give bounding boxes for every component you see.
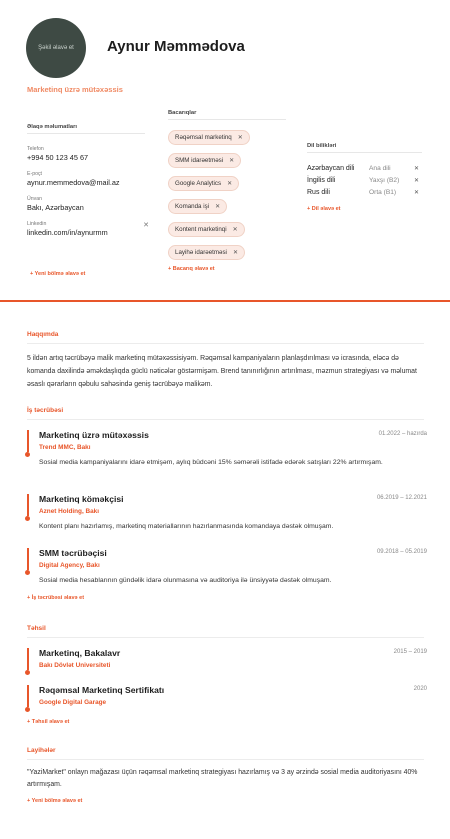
skill-chip[interactable] xyxy=(168,245,245,260)
remove-skill-icon[interactable]: ✕ xyxy=(229,158,235,164)
education-item-org[interactable]: Bakı Dövlət Universiteti xyxy=(39,662,111,669)
remove-linkedin-icon[interactable]: ✕ xyxy=(143,222,149,229)
timeline-dot xyxy=(25,516,30,521)
languages-section xyxy=(307,143,422,212)
education-item-date[interactable]: 2015 – 2019 xyxy=(393,649,427,655)
divider xyxy=(27,637,424,638)
timeline-dot xyxy=(25,570,30,575)
experience-item-title[interactable]: SMM təcrübəçisi xyxy=(39,548,107,558)
divider xyxy=(168,119,286,120)
skills-section-label: Bacarıqlar xyxy=(168,110,197,116)
remove-skill-icon[interactable]: ✕ xyxy=(215,204,221,210)
remove-language-icon[interactable]: ✕ xyxy=(414,189,420,196)
address-field[interactable]: Bakı, Azərbaycan xyxy=(27,203,84,212)
skill-chip[interactable] xyxy=(168,222,245,237)
linkedin-field[interactable]: linkedin.com/in/aynurmm xyxy=(27,228,108,237)
timeline-bar xyxy=(27,494,29,516)
linkedin-label: Linkedin xyxy=(27,221,47,227)
add-section-link[interactable]: + Yeni bölmə əlavə et xyxy=(30,271,86,277)
experience-item[interactable] xyxy=(27,494,427,538)
divider xyxy=(307,152,422,153)
skill-chip-label: Rəqəmsal marketinq xyxy=(175,134,232,141)
language-level[interactable]: Ana dili xyxy=(369,164,391,172)
experience-item-title[interactable]: Marketinq köməkçisi xyxy=(39,494,124,504)
language-level[interactable]: Orta (B1) xyxy=(369,188,397,196)
remove-skill-icon[interactable]: ✕ xyxy=(232,227,238,233)
contact-section xyxy=(27,124,149,237)
projects-text[interactable]: "YaziMarket" onlayn mağazası üçün rəqəmsal marketinq strategiyası hazırlamış və 3 ay ərzində sosial media auditoriyasını 40% artırmışam. xyxy=(27,769,418,788)
education-item-org[interactable]: Google Digital Garage xyxy=(39,699,107,706)
skill-chip-label: SMM idarəetməsi xyxy=(175,157,224,164)
add-language-link[interactable]: + Dil əlavə et xyxy=(307,206,341,212)
skill-chip[interactable] xyxy=(168,153,241,168)
experience-item-date[interactable]: 01.2022 – hazırda xyxy=(378,431,427,437)
experience-item-date[interactable]: 09.2018 – 05.2019 xyxy=(376,549,427,555)
about-title: Haqqımda xyxy=(27,331,59,338)
experience-item-desc[interactable]: Sosial media kampaniyalarını idarə etmişəm, aylıq büdcəni 15% səmərəli istifadə edərək satışları 22% artırmışam. xyxy=(39,459,383,466)
remove-language-icon[interactable]: ✕ xyxy=(414,177,420,184)
divider xyxy=(27,343,424,344)
email-field[interactable]: aynur.memmedova@mail.az xyxy=(27,178,120,187)
timeline-dot xyxy=(25,670,30,675)
full-name[interactable]: Aynur Məmmədova xyxy=(107,38,245,55)
skill-chip-label: Google Analytics xyxy=(175,180,222,187)
language-name[interactable]: İngilis dili xyxy=(307,176,336,184)
divider xyxy=(27,759,424,760)
language-name[interactable]: Azərbaycan dili xyxy=(307,164,355,172)
contact-section-label: Əlaqə məlumatları xyxy=(27,124,77,130)
remove-language-icon[interactable]: ✕ xyxy=(414,165,420,172)
linkedin-row xyxy=(27,221,149,237)
email-label: E-poçt xyxy=(27,171,42,177)
add-section-link[interactable]: + Yeni bölmə əlavə et xyxy=(27,798,83,804)
phone-field[interactable]: +994 50 123 45 67 xyxy=(27,153,89,162)
skill-chip[interactable] xyxy=(168,176,239,191)
education-item-title[interactable]: Marketinq, Bakalavr xyxy=(39,648,121,658)
phone-label: Telefon xyxy=(27,146,44,152)
language-row xyxy=(307,162,422,174)
education-item-date[interactable]: 2020 xyxy=(413,686,427,692)
experience-item[interactable] xyxy=(27,548,427,588)
timeline-bar xyxy=(27,685,29,707)
experience-item[interactable] xyxy=(27,430,427,484)
timeline-bar xyxy=(27,648,29,670)
experience-item-title[interactable]: Marketinq üzrə mütəxəssis xyxy=(39,430,149,440)
experience-item-org[interactable]: Aznet Holding, Bakı xyxy=(39,508,100,515)
experience-item-desc[interactable]: Sosial media hesablarının gündəlik idarə olunmasına və auditoriya ilə ünsiyyətə dəstək olmuşam. xyxy=(39,577,332,584)
education-item[interactable] xyxy=(27,648,427,676)
timeline-bar xyxy=(27,430,29,452)
experience-item-org[interactable]: Digital Agency, Bakı xyxy=(39,562,100,569)
skill-chip-label: Komanda işi xyxy=(175,203,210,210)
divider xyxy=(27,133,145,134)
education-item-title[interactable]: Rəqəmsal Marketinq Sertifikatı xyxy=(39,685,165,695)
skills-section xyxy=(168,110,286,272)
skill-chip[interactable] xyxy=(168,199,227,214)
avatar-upload[interactable]: Şəkil əlavə et xyxy=(26,18,86,78)
add-education-link[interactable]: + Təhsil əlavə et xyxy=(27,719,70,725)
projects-title: Layihələr xyxy=(27,747,56,754)
timeline-dot xyxy=(25,707,30,712)
header-divider xyxy=(0,300,450,302)
experience-item-org[interactable]: Trend MMC, Bakı xyxy=(39,444,91,451)
experience-item-date[interactable]: 06.2019 – 12.2021 xyxy=(376,495,427,501)
about-text[interactable]: 5 ildən artıq təcrübəyə malik marketinq mütəxəssisiyəm. Rəqəmsal kampaniyaların planlaşdırılması və icrasında, eləcə də komanda daxilində əməkdaşlıqda güclü nəticələr göstərmişəm. Brend tanınırlığının artırılması, məzmun strategiyası və məlumat əsaslı qərarların qəbulu sahəsində geniş təcrübəyə malikəm. xyxy=(27,355,417,388)
language-row xyxy=(307,186,422,198)
skill-chip[interactable] xyxy=(168,130,250,145)
skill-chip-label: Kontent marketinqi xyxy=(175,226,227,233)
education-title: Təhsil xyxy=(27,625,46,632)
languages-section-label: Dil bilikləri xyxy=(307,143,337,149)
remove-skill-icon[interactable]: ✕ xyxy=(232,250,238,256)
job-title[interactable]: Marketinq üzrə mütəxəssis xyxy=(27,85,123,94)
add-experience-link[interactable]: + İş təcrübəsi əlavə et xyxy=(27,595,85,601)
remove-skill-icon[interactable]: ✕ xyxy=(237,135,243,141)
timeline-bar xyxy=(27,548,29,570)
divider xyxy=(27,419,424,420)
language-row xyxy=(307,174,422,186)
timeline-dot xyxy=(25,452,30,457)
language-level[interactable]: Yaxşı (B2) xyxy=(369,176,400,184)
experience-item-desc[interactable]: Kontent planı hazırlamış, marketinq materiallarının hazırlanmasında komandaya dəstək olmuşam. xyxy=(39,523,334,530)
remove-skill-icon[interactable]: ✕ xyxy=(227,181,233,187)
skill-chip-label: Layihə idarəetməsi xyxy=(175,249,227,256)
address-label: Ünvan xyxy=(27,196,42,202)
language-name[interactable]: Rus dili xyxy=(307,188,330,196)
add-skill-link[interactable]: + Bacarıq əlavə et xyxy=(168,266,215,272)
education-item[interactable] xyxy=(27,685,427,713)
experience-title: İş təcrübəsi xyxy=(27,407,64,414)
